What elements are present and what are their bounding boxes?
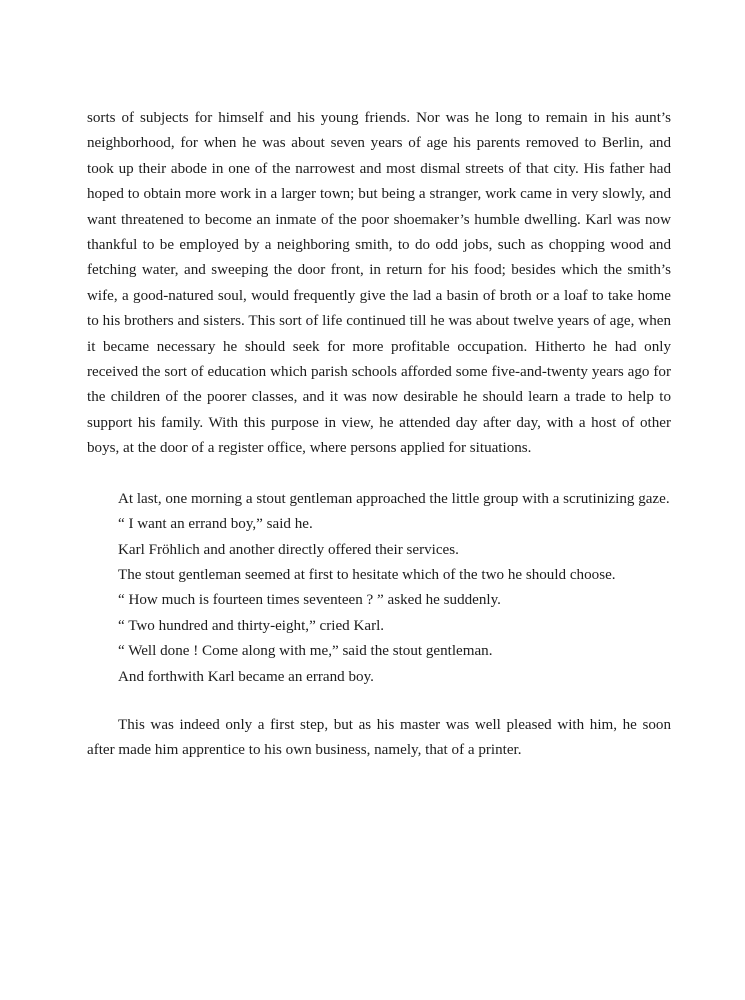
paragraph-printer: This was indeed only a first step, but as his master was well pleased with him, he soon after made him apprentice to his own business, namely, that of a printer.	[87, 716, 671, 759]
paragraph-errand-boy: And forthwith Karl became an errand boy.	[118, 668, 374, 685]
page-text	[87, 106, 671, 764]
paragraph-gap	[87, 690, 671, 713]
dialogue-question: “ How much is fourteen times seventeen ? ” asked he suddenly.	[118, 592, 501, 609]
paragraph-berlin: sorts of subjects for himself and his young friends. Nor was he long to remain in his aunt’s neighborhood, for when he was about seven years of age his parents removed to Berlin, and took up their abode in one of the narrowest and most dismal streets of that city. His father had hoped to obtain more work in a larger town; but being a stranger, work came in very slowly, and want threatened to become an inmate of the poor shoemaker’s humble dwelling. Karl was now thankful to be employed by a neighboring smith, to do odd jobs, such as chopping wood and fetching water, and sweeping the door front, in return for his food; besides which the smith’s wife, a good-natured soul, would frequently give the lad a basin of broth or a loaf to take home to his brothers and sisters. This sort of life continued till he was about twelve years of age, when it became necessary he should seek for more profitable occupation. Hitherto he had only received the sort of education which parish schools afforded some five-and-twenty years ago for the children of the poorer classes, and it was now desirable he should learn a trade to help to support his family. With this purpose in view, he attended day after day, with a host of other boys, at the door of a register office, where persons applied for situations.	[87, 110, 671, 457]
paragraph-gap	[87, 462, 671, 487]
paragraph-stout-gentleman: At last, one morning a stout gentleman approached the little group with a scrutinizing gaze.	[118, 490, 670, 507]
dialogue-well-done: “ Well done ! Come along with me,” said the stout gentleman.	[118, 643, 493, 660]
paragraph-hesitate: The stout gentleman seemed at first to hesitate which of the two he should choose.	[118, 566, 616, 583]
paragraph-offer: Karl Fröhlich and another directly offered their services.	[118, 541, 459, 558]
dialogue-errand-boy: “ I want an errand boy,” said he.	[118, 516, 313, 533]
dialogue-answer: “ Two hundred and thirty-eight,” cried Karl.	[118, 617, 385, 634]
